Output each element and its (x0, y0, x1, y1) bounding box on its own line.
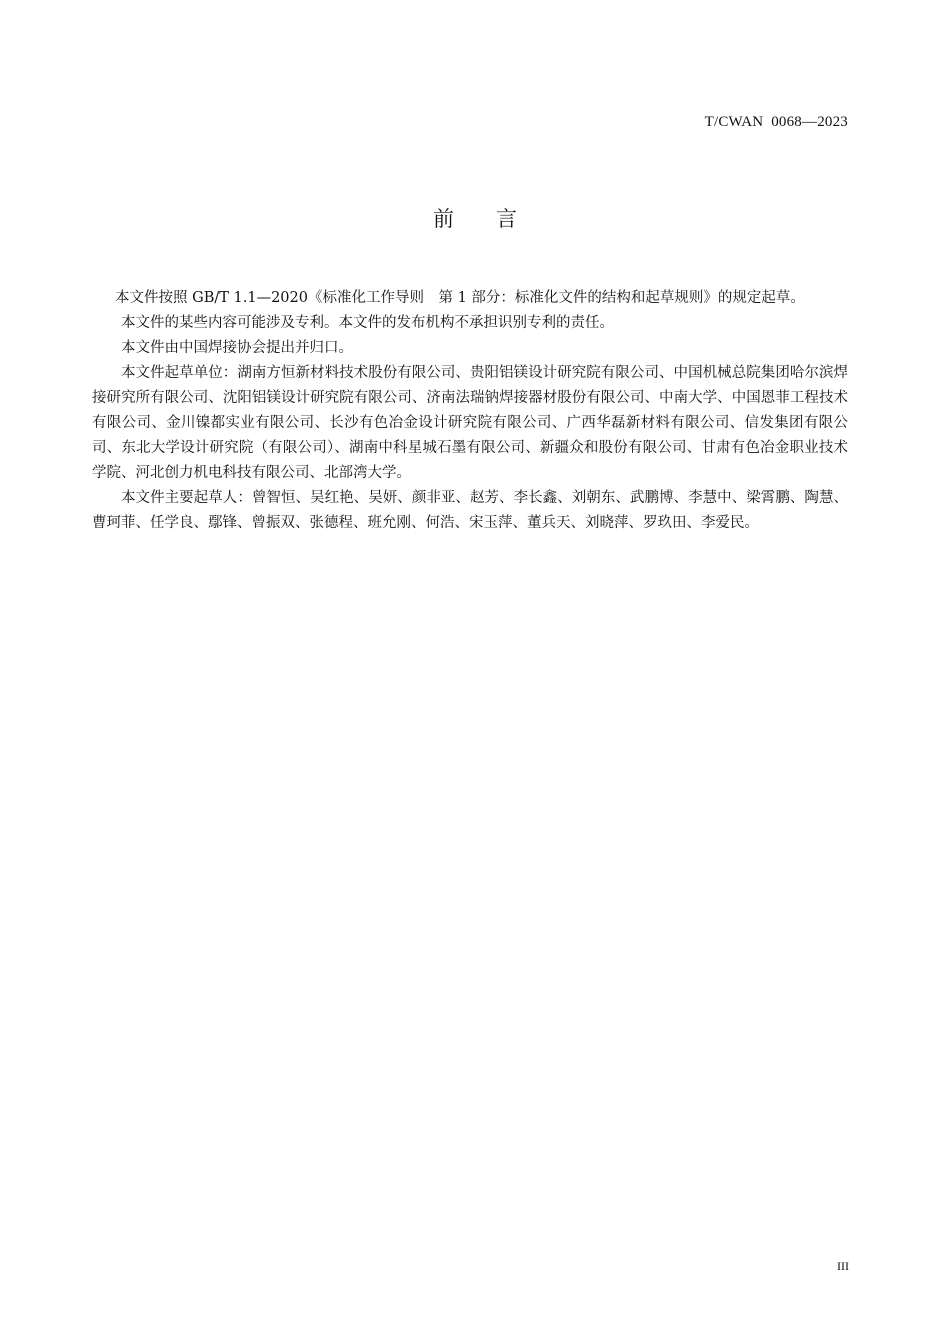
paragraph-patent-notice: 本文件的某些内容可能涉及专利。本文件的发布机构不承担识别专利的责任。 (121, 315, 614, 331)
paragraph-drafting-rules: 本文件按照 GB/T 1.1—2020《标准化工作导则 第 1 部分：标准化文件的结构和起草规则》的规定起草。 (115, 290, 805, 306)
document-code: T/CWAN 0068—2023 (704, 114, 848, 130)
paragraph-drafting-units: 本文件起草单位：湖南方恒新材料技术股份有限公司、贵阳铝镁设计研究院有限公司、中国机械总院集团哈尔滨焊接研究所有限公司、沈阳铝镁设计研究院有限公司、济南法瑞钠焊接器材股份有限公司、中南大学、中国恩菲工程技术有限公司、金川镍都实业有限公司、长沙有色冶金设计研究院有限公司、广西华磊新材料有限公司、信发集团有限公司、东北大学设计研究院（有限公司）、湖南中科星城石墨有限公司、新疆众和股份有限公司、甘肃有色冶金职业技术学院、河北创力机电科技有限公司、北部湾大学。 (92, 365, 848, 481)
paragraph-proposer: 本文件由中国焊接协会提出并归口。 (121, 340, 353, 356)
paragraph-drafters: 本文件主要起草人：曾智恒、吴红艳、吴妍、颜非亚、赵芳、李长鑫、刘朝东、武鹏博、李慧中、梁霄鹏、陶慧、曹珂菲、任学良、鄢锋、曾振双、张德程、班允刚、何浩、宋玉萍、董兵天、刘晓萍、罗玖田、李爱民。 (92, 490, 848, 531)
page-title (0, 203, 950, 233)
page-number: III (837, 1259, 849, 1273)
page-title-char-2: 言 (496, 207, 517, 231)
foreword-body (92, 286, 848, 536)
page-title-char-1: 前 (433, 207, 454, 231)
